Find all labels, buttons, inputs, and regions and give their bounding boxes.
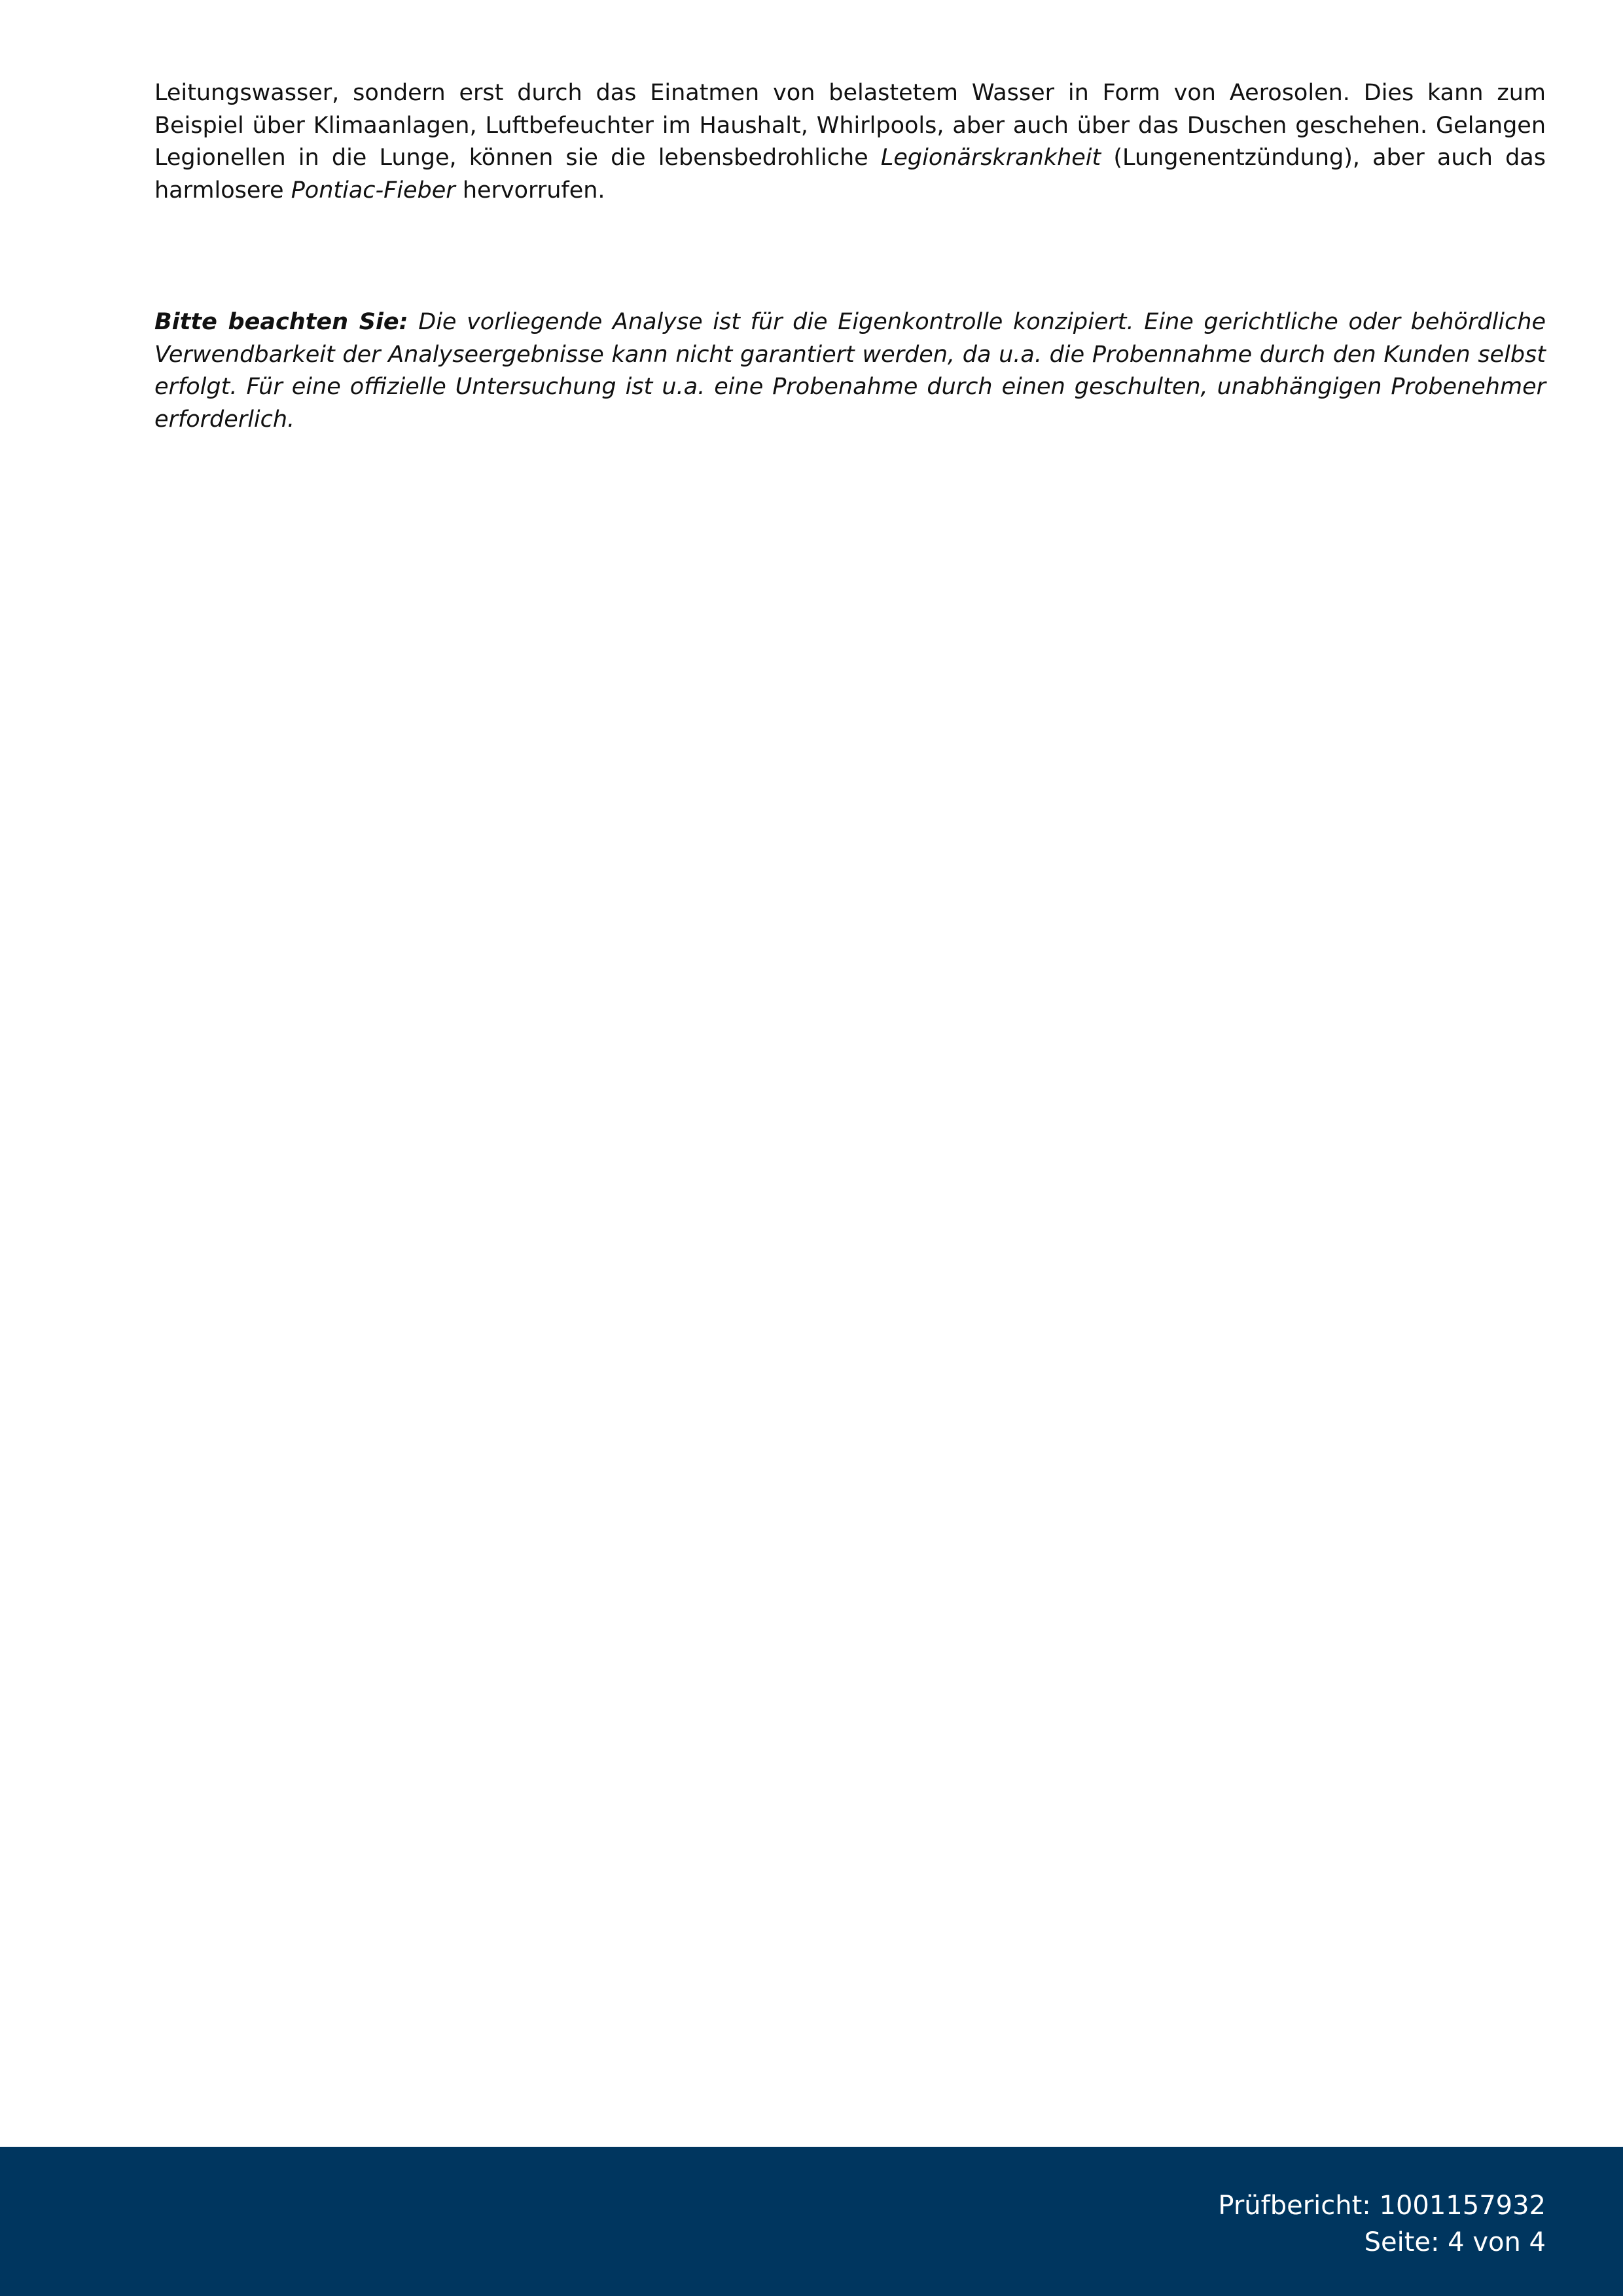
legionella-info-paragraph	[154, 77, 1546, 207]
page-number: Seite: 4 von 4	[1364, 2227, 1546, 2257]
intro-text-part-3: hervorrufen.	[455, 177, 605, 204]
disclaimer-label: Bitte beachten Sie:	[154, 309, 408, 335]
legionnaires-disease-term: Legionärskrankheit	[880, 145, 1101, 171]
page-content	[154, 77, 1546, 436]
pontiac-fever-term: Pontiac-Fieber	[291, 177, 455, 204]
page-footer	[0, 2147, 1623, 2296]
footer-report-info	[1218, 2187, 1546, 2261]
intro-text-part-2: (Lungenentzündung), aber auch das harmlosere	[154, 145, 1546, 204]
intro-text-part-1: Leitungswasser, sondern erst durch das Einatmen von belastetem Wasser in Form von Aerosolen. Dies kann zum Beispiel über Klimaanlagen, Luftbefeuchter im Haushalt, Whirlpools, aber auch über das Duschen geschehen. Gelangen Legionellen in die Lunge, können sie die lebensbedrohliche	[154, 80, 1546, 171]
report-number: Prüfbericht: 1001157932	[1218, 2191, 1546, 2221]
disclaimer-text: Die vorliegende Analyse ist für die Eigenkontrolle konzipiert. Eine gerichtliche oder behördliche Verwendbarkeit der Analyseergebnisse kann nicht garantiert werden, da u.a. die Probennahme durch den Kunden selbst erfolgt. Für eine offizielle Untersuchung ist u.a. eine Probenahme durch einen geschulten, unabhängigen Probenehmer erforderlich.	[154, 309, 1546, 433]
disclaimer-paragraph	[154, 306, 1546, 436]
